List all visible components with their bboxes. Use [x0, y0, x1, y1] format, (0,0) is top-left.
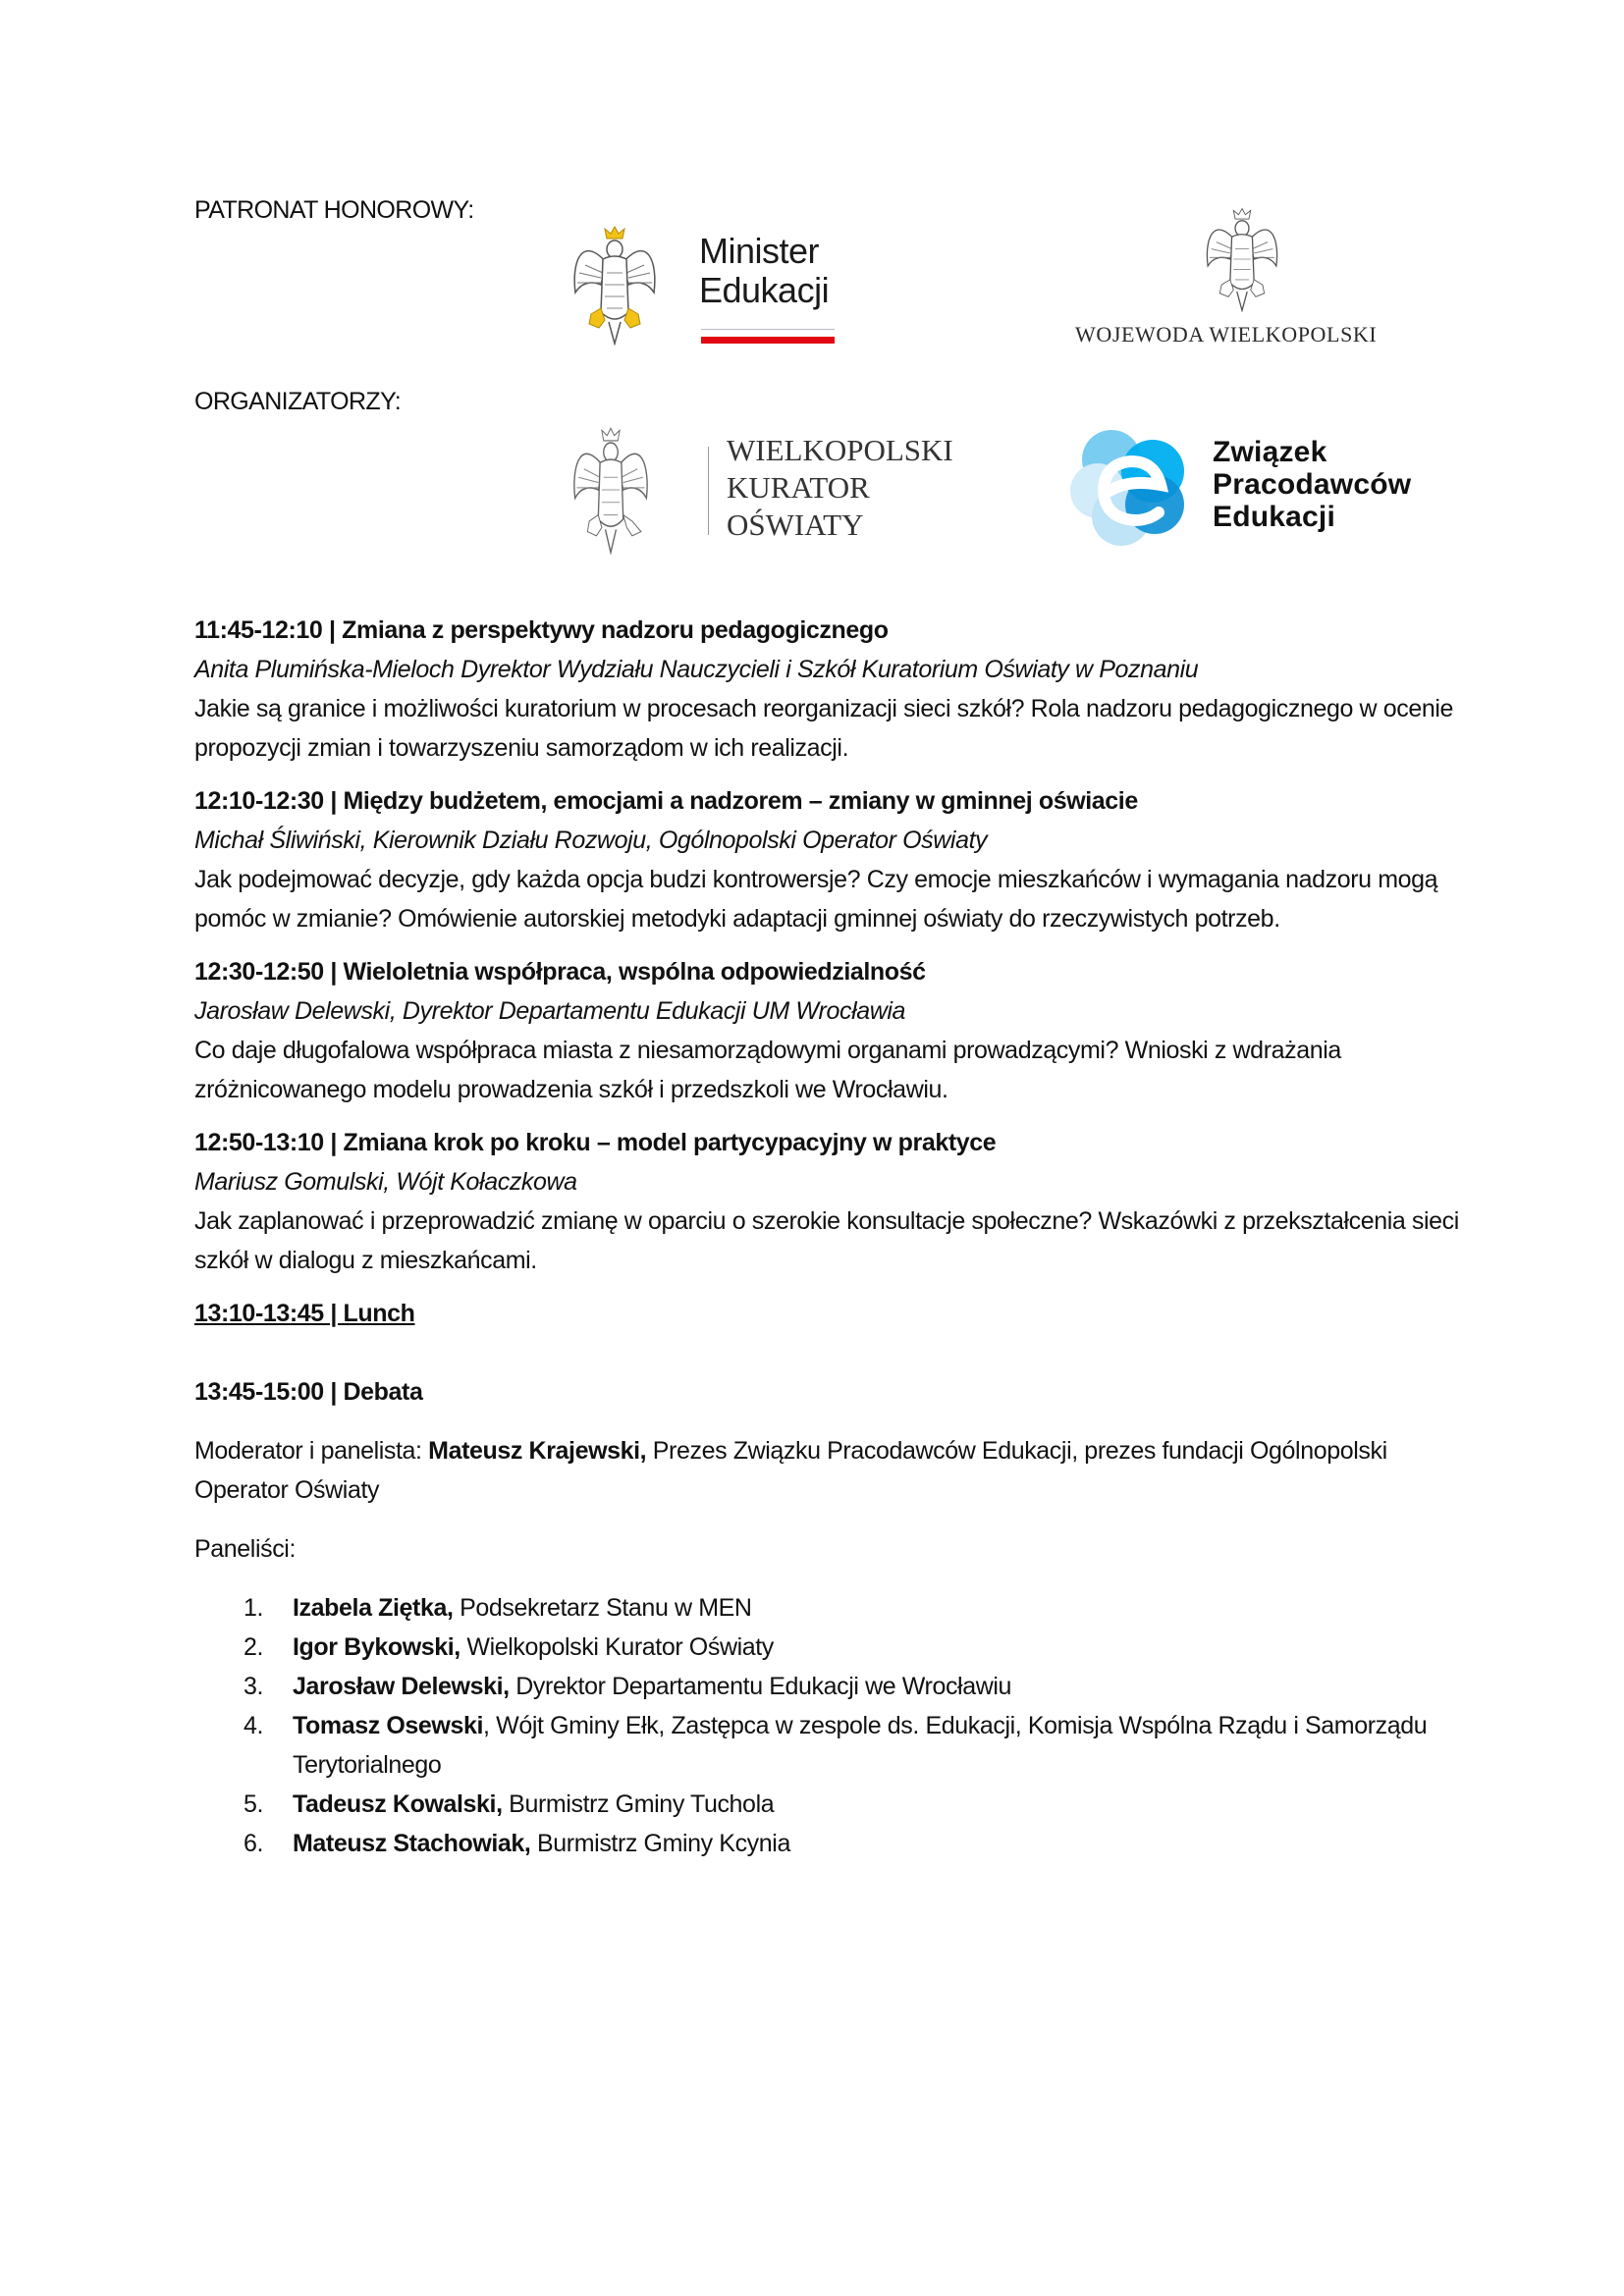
- panelist-item: [194, 1628, 1471, 1667]
- session-description: Co daje długofalowa współpraca miasta z niesamorządowymi organami prowadzącymi? Wnioski z wdrażania zróżnicowanego modelu prowadzenia szkół i przedszkoli we Wrocławiu.: [194, 1037, 1341, 1103]
- session-heading: [194, 611, 1471, 650]
- panelists-label: Paneliści:: [194, 1535, 296, 1563]
- organizatorzy-label: ORGANIZATORZY:: [194, 388, 402, 415]
- moderator-name: Mateusz Krajewski,: [428, 1437, 647, 1465]
- panelist-name: Igor Bykowski,: [293, 1633, 460, 1661]
- list-number: 3.: [244, 1673, 264, 1700]
- session-heading: [194, 952, 1471, 991]
- eagle-emblem-icon: [571, 425, 650, 555]
- patronat-label: PATRONAT HONOROWY:: [194, 196, 474, 224]
- separator: |: [322, 616, 343, 644]
- session-title: Między budżetem, emocjami a nadzorem – zmiany w gminnej oświacie: [343, 787, 1138, 815]
- session-heading: [194, 1123, 1471, 1162]
- zpe-logo-text: [1213, 436, 1411, 533]
- session-description: Jakie są granice i możliwości kuratorium w procesach reorganizacji sieci szkół? Rola nadzoru pedagogicznego w ocenie propozycji zmian i towarzyszeniu samorządom w ich realizacji.: [194, 695, 1454, 762]
- zpe-logo-line1: Związek: [1213, 436, 1327, 468]
- panelist-name: Tadeusz Kowalski,: [293, 1790, 503, 1818]
- minister-logo-line1: Minister: [699, 231, 820, 271]
- session-title: Wieloletnia współpraca, wspólna odpowiedzialność: [343, 958, 926, 986]
- session-title: Zmiana krok po kroku – model partycypacyjny w praktyce: [343, 1129, 997, 1156]
- panelist-role: Wielkopolski Kurator Oświaty: [460, 1633, 774, 1661]
- panelist-name: Izabela Ziętka,: [293, 1594, 454, 1622]
- agenda-session: [194, 952, 1471, 1109]
- kurator-logo-divider: [708, 447, 709, 535]
- session-time: 12:30-12:50: [194, 958, 324, 986]
- list-number: 4.: [244, 1712, 264, 1739]
- panelist-role: , Wójt Gminy Ełk, Zastępca w zespole ds. Edukacji, Komisja Wspólna Rządu i Samorządu Terytorialnego: [293, 1712, 1428, 1779]
- session-speaker: Michał Śliwiński, Kierownik Działu Rozwoju, Ogólnopolski Operator Oświaty: [194, 827, 988, 854]
- agenda-session: [194, 781, 1471, 938]
- session-speaker: Jarosław Delewski, Dyrektor Departamentu Edukacji UM Wrocławia: [194, 997, 906, 1025]
- session-description: Jak podejmować decyzje, gdy każda opcja budzi kontrowersje? Czy emocje mieszkańców i wymagania nadzoru mogą pomóc w zmianie? Omówienie autorskiej metodyki adaptacji gminnej oświaty do rzeczywistych potrzeb.: [194, 866, 1438, 933]
- panelist-item: [194, 1785, 1471, 1824]
- zpe-logo-line2: Pracodawców: [1213, 468, 1412, 501]
- session-speaker: Mariusz Gomulski, Wójt Kołaczkowa: [194, 1168, 577, 1196]
- session-description: Jak zaplanować i przeprowadzić zmianę w oparciu o szerokie konsultacje społeczne? Wskazówki z przekształcenia sieci szkół w dialogu z mieszkańcami.: [194, 1207, 1459, 1274]
- panelists-list: [194, 1588, 1471, 1863]
- kurator-logo-line3: OŚWIATY: [727, 507, 864, 542]
- panelist-role: Podsekretarz Stanu w MEN: [453, 1594, 752, 1622]
- wojewoda-logo-text: WOJEWODA WIELKOPOLSKI: [1075, 322, 1378, 347]
- panelist-role: Dyrektor Departamentu Edukacji we Wrocławiu: [509, 1673, 1012, 1700]
- list-number: 5.: [244, 1790, 264, 1818]
- session-title: Zmiana z perspektywy nadzoru pedagogicznego: [342, 616, 889, 644]
- separator: |: [323, 1129, 344, 1156]
- panelist-role: Burmistrz Gminy Kcynia: [530, 1830, 790, 1857]
- kurator-logo-line1: WIELKOPOLSKI: [727, 433, 953, 467]
- moderator-prefix: Moderator i panelista:: [194, 1437, 429, 1465]
- session-time: 12:10-12:30: [194, 787, 324, 815]
- moderator-line: [194, 1431, 1471, 1510]
- list-number: 2.: [244, 1633, 264, 1661]
- lunch-break: 13:10-13:45 | Lunch: [194, 1300, 415, 1327]
- separator: |: [323, 787, 344, 815]
- eagle-emblem-icon: [571, 224, 658, 346]
- kurator-logo-line2: KURATOR: [727, 470, 870, 505]
- minister-logo-red-bar: [701, 337, 835, 344]
- zpe-logo-line3: Edukacji: [1213, 501, 1335, 533]
- panelist-role: Burmistrz Gminy Tuchola: [502, 1790, 775, 1818]
- session-speaker: Anita Plumińska-Mieloch Dyrektor Wydziału Nauczycieli i Szkół Kuratorium Oświaty w Poznaniu: [194, 656, 1199, 683]
- zpe-circles-e-icon: [1070, 422, 1198, 550]
- agenda: [194, 611, 1471, 1863]
- eagle-emblem-icon: [1195, 206, 1289, 312]
- minister-logo-grey-line: [701, 329, 835, 330]
- panelist-name: Jarosław Delewski,: [293, 1673, 510, 1700]
- session-heading: [194, 781, 1471, 821]
- debate-heading: 13:45-15:00 | Debata: [194, 1378, 423, 1406]
- agenda-session: [194, 1123, 1471, 1280]
- agenda-session: [194, 611, 1471, 768]
- minister-logo-line2: Edukacji: [699, 270, 830, 310]
- panelist-name: Tomasz Osewski: [293, 1712, 484, 1739]
- panelist-name: Mateusz Stachowiak,: [293, 1830, 531, 1857]
- moderator-role: Prezes Związku Pracodawców Edukacji, prezes fundacji Ogólnopolski Operator Oświaty: [194, 1437, 1387, 1504]
- panelist-item: [194, 1824, 1471, 1863]
- list-number: 6.: [244, 1830, 264, 1857]
- separator: |: [323, 958, 344, 986]
- panelist-item: [194, 1588, 1471, 1628]
- session-time: 11:45-12:10: [194, 616, 323, 644]
- panelist-item: [194, 1706, 1471, 1785]
- panelist-item: [194, 1667, 1471, 1706]
- list-number: 1.: [244, 1594, 264, 1622]
- session-time: 12:50-13:10: [194, 1129, 324, 1156]
